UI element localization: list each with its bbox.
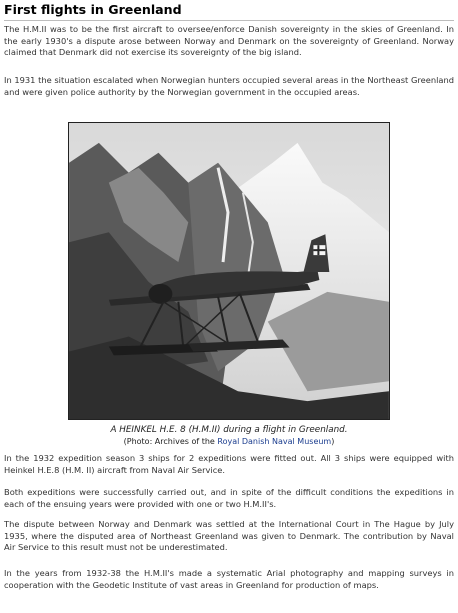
paragraph-6: In the years from 1932-38 the H.M.II's made a systematic Arial photography and mapping surveys in cooperation with the Geodetic Institute of vast areas in Greenland for production of maps. [4,568,454,590]
naval-museum-link[interactable]: Royal Danish Naval Museum [217,437,332,446]
paragraph-3: In the 1932 expedition season 3 ships for 2 expeditions were fitted out. All 3 ships were equipped with Heinkel H.E.8 (H.M. II) aircraft from Naval Air Service. [4,453,454,475]
heinkel-photo [68,122,390,420]
paragraph-2: In 1931 the situation escalated when Norwegian hunters occupied several areas in the Northeast Greenland and were given police authority by the Norwegian government in the occupied areas. [4,75,454,97]
caption-credit [4,436,454,448]
paragraph-5: The dispute between Norway and Denmark was settled at the International Court in The Hague by July 1935, where the disputed area of Northeast Greenland was given to Denmark. The contribution by Naval Air Service to this result must not be underestimated. [4,519,454,553]
paragraph-4: Both expeditions were successfully carried out, and in spite of the difficult conditions the expeditions in each of the ensuing years were provided with one or two H.M.II's. [4,487,454,509]
credit-prefix: (Photo: Archives of the [123,437,218,446]
paragraph-1: The H.M.II was to be the first aircraft to oversee/enforce Danish sovereignty in the skies of Greenland. In the early 1930's a dispute arose between Norway and Denmark on the sovereignty of Greenland. Norway claimed that Denmark did not exercise its sovereignty of the big island. [4,24,454,58]
caption-title: A HEINKEL H.E. 8 (H.M.II) during a flight in Greenland. [110,425,348,435]
figure-caption [4,424,454,448]
heinkel-photo-image [69,123,389,419]
credit-suffix: ) [331,437,335,446]
page-title: First flights in Greenland [4,0,454,21]
